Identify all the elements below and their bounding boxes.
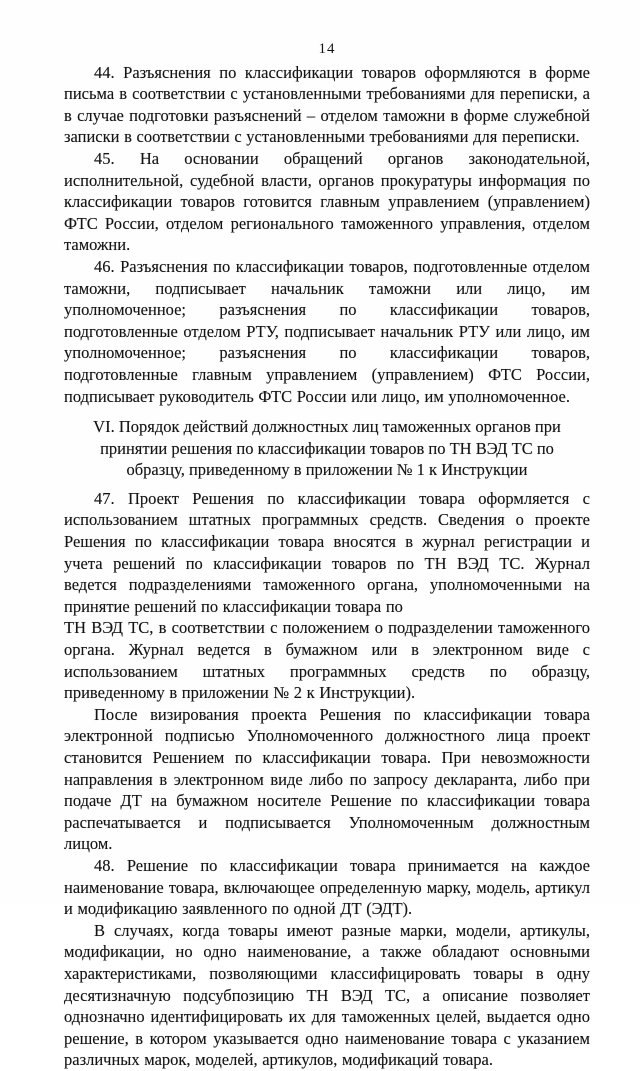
page-number: 14 <box>318 41 336 57</box>
paragraph-45: 45. На основании обращений органов законодательной, исполнительной, судебной власти, органов прокуратуры информация по классификации товаров готовится главным управлением (управлением) ФТС России, отделом регионального таможенного управления, отделом таможни. <box>64 148 590 255</box>
paragraph-48-subparagraph: В случаях, когда товары имеют разные марки, модели, артикулы, модификации, но одно наименование, а также обладают основными характеристиками, позволяющими классифицировать товары в одну десятизначную подсубпозицию ТН ВЭД ТС, а описание позволяет однозначно идентифицировать их для таможенных целей, выдается одно решение, в котором указывается одно наименование товара с указанием различных марок, моделей, артикулов, модификаций товара. <box>64 920 590 1070</box>
paragraph-46: 46. Разъяснения по классификации товаров, подготовленные отделом таможни, подписывает начальник таможни или лицо, им уполномоченное; разъяснения по классификации товаров, подготовленные отделом РТУ, подписывает начальник РТУ или лицо, им уполномоченное; разъяснения по классификации товаров, подготовленные главным управлением (управлением) ФТС России, подписывает руководитель ФТС России или лицо, им уполномоченное. <box>64 256 590 406</box>
paragraph-47-part1: 47. Проект Решения по классификации товара оформляется с использованием штатных программных средств. Сведения о проекте Решения по классификации товара вносятся в журнал регистрации и учета решений по классификации товаров по ТН ВЭД ТС. Журнал ведется подразделениями таможенного органа, уполномоченными на принятие решений по классификации товара по <box>64 488 590 616</box>
paragraph-47-subparagraph: После визирования проекта Решения по классификации товара электронной подписью Уполномоченного должностного лица проект становится Решением по классификации товара. При невозможности направления в электронном виде либо по запросу декларанта, либо при подаче ДТ на бумажном носителе Решение по классификации товара распечатывается и подписывается Уполномоченным должностным лицом. <box>64 704 590 854</box>
paragraph-44: 44. Разъяснения по классификации товаров оформляются в форме письма в соответствии с установленными требованиями для переписки, а в случае подготовки разъяснений – отделом таможни в форме служебной записки в соответствии с установленными требованиями для переписки. <box>64 62 590 147</box>
paragraph-48: 48. Решение по классификации товара принимается на каждое наименование товара, включающее определенную марку, модель, артикул и модификацию заявленного по одной ДТ (ЭДТ). <box>64 855 590 919</box>
section-heading-vi: VI. Порядок действий должностных лиц таможенных органов при принятии решения по классификации товаров по ТН ВЭД ТС по образцу, приведенному в приложении № 1 к Инструкции <box>93 417 561 480</box>
paragraph-47-part2: ТН ВЭД ТС, в соответствии с положением о подразделении таможенного органа. Журнал ведется в бумажном или в электронном виде с использованием штатных программных средств по образцу, приведенному в приложении № 2 к Инструкции). <box>64 618 590 703</box>
